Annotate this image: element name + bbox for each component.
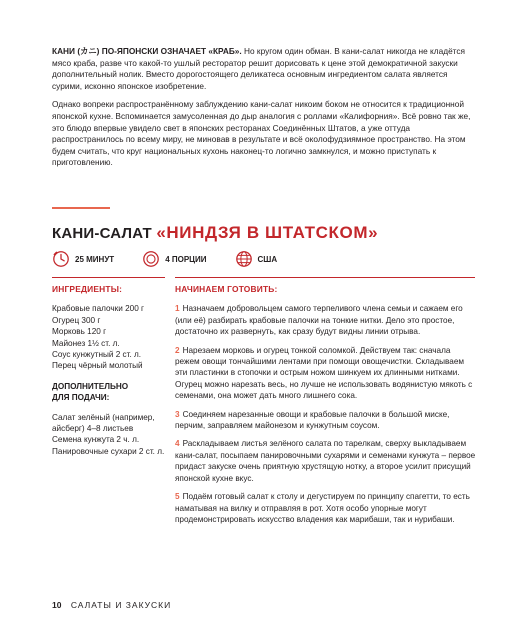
ingredients-column: [52, 284, 168, 457]
serving-item: Панировочные сухари 2 ст. л.: [52, 446, 165, 456]
step-text: Нарезаем морковь и огурец тонкой соломкой. Действуем так: сначала режем овощи тончайшими лентами при помощи овощечистки. Складываем эти пластинки в стопочки и острым ножом шинкуем их длинными нитками. Огурец можно нарезать весь, но лучше не использовать водянистую мякоть с семенами, она может дать много лишнего сока.: [175, 345, 473, 401]
meta-time: [52, 250, 114, 268]
step-4: [175, 438, 477, 484]
recipe-title: [52, 223, 378, 243]
globe-icon: [235, 250, 253, 268]
ingredient-item: Морковь 120 г: [52, 327, 107, 337]
step-2: [175, 345, 477, 402]
step-number: 3: [175, 409, 180, 419]
ingredient-item: Крабовые палочки 200 г: [52, 304, 145, 314]
step-text: Соединяем нарезанные овощи и крабовые палочки в большой миске, перчим, заправляем майонезом и кунжутным соусом.: [175, 409, 450, 431]
intro-paragraph-2: Однако вопреки распространённому заблуждению кани-салат никоим боком не относится к традиционной японской кухне. Вспоминается замусоленная до дыр аналогия с роллами «Калифорния». Всё ровно так же, это блюдо впервые увидело свет в японских ресторанах Соединённых Штатов, а уже оттуда распространилось по всему миру, не миновав в результате и всё околофудзиямное пространство. На этом будем считать, что круг национальных кухонь наконец-то логично замкнулся, и можно приступать к приготовлению.: [52, 99, 471, 168]
steps-column: [175, 284, 477, 532]
portions-icon: [142, 250, 160, 268]
ingredients-rule: [52, 277, 165, 278]
section-name: САЛАТЫ И ЗАКУСКИ: [70, 600, 172, 610]
intro-paragraph-1-text: Но кругом один обман. В кани-салат никогда не кладётся мясо краба, разве что какой-то ушлый ресторатор решит дорисовать к цене этой демократичной закуски дополнительный нолик. Вместо дорогостоящего деликатеса основным ингредиентом салата является сурими, исконно японское изобретение.: [52, 46, 466, 91]
step-number: 1: [175, 304, 180, 314]
serving-heading-line-1: ДОПОЛНИТЕЛЬНО: [52, 381, 129, 391]
step-5: [175, 491, 477, 525]
intro-paragraph-1: [52, 46, 476, 92]
meta-origin: [235, 250, 278, 268]
ingredient-item: Майонез 1½ ст. л.: [52, 338, 120, 348]
ingredients-list: [52, 303, 168, 371]
recipe-title-prefix: КАНИ-САЛАТ: [52, 225, 152, 242]
step-text: Раскладываем листья зелёного салата по тарелкам, сверху выкладываем кани-салат, посыпаем панировочными сухарями и семенами кунжута – первое придаст закуске очень приятную хрустящую нотку, а второе усилит присущий японской кухне вкус.: [175, 439, 476, 483]
serving-item: Салат зелёный (например, айсберг) 4–8 листьев: [52, 412, 155, 434]
ingredient-item: Огурец 300 г: [52, 315, 101, 325]
step-number: 2: [175, 345, 180, 355]
serving-heading-line-2: ДЛЯ ПОДАЧИ:: [52, 393, 110, 403]
step-text: Подаём готовый салат к столу и дегустируем по принципу спагетти, то есть наматывая на вилку и отправляя в рот. Хотя особо упорные могут продемонстрировать искусство владения как марибаши, так и нурибаши.: [175, 492, 470, 524]
recipe-title-main: «НИНДЗЯ В ШТАТСКОМ»: [156, 223, 379, 242]
meta-portions: [142, 250, 206, 268]
serving-heading: [52, 381, 168, 404]
intro-text: [52, 46, 476, 176]
page-footer: [52, 600, 171, 610]
meta-origin-label: США: [257, 254, 278, 264]
ingredient-item: Соус кунжутный 2 ст. л.: [52, 350, 142, 360]
meta-time-label: 25 МИНУТ: [75, 254, 115, 264]
ingredients-heading: ИНГРЕДИЕНТЫ:: [52, 284, 123, 294]
ingredient-item: Перец чёрный молотый: [52, 361, 143, 371]
step-3: [175, 409, 477, 432]
step-number: 4: [175, 439, 180, 449]
step-1: [175, 303, 477, 337]
recipe-meta: [52, 250, 305, 268]
page-number: 10: [52, 600, 62, 610]
intro-lead: КАНИ (カニ) ПО-ЯПОНСКИ ОЗНАЧАЕТ «КРАБ».: [52, 46, 242, 56]
steps-heading: НАЧИНАЕМ ГОТОВИТЬ:: [175, 284, 278, 294]
step-number: 5: [175, 492, 180, 502]
steps-rule: [175, 277, 475, 278]
serving-list: [52, 412, 168, 458]
section-divider: [52, 207, 110, 209]
step-text: Назначаем добровольцем самого терпеливого члена семьи и сажаем его (или её) разбирать крабовые палочки на тонкие нитки. Дело это простое, достаточно их развернуть, как сразу будут видны линии отрыва.: [175, 304, 463, 337]
serving-item: Семена кунжута 2 ч. л.: [52, 435, 140, 445]
meta-portions-label: 4 ПОРЦИИ: [165, 254, 207, 264]
clock-icon: [52, 250, 70, 268]
